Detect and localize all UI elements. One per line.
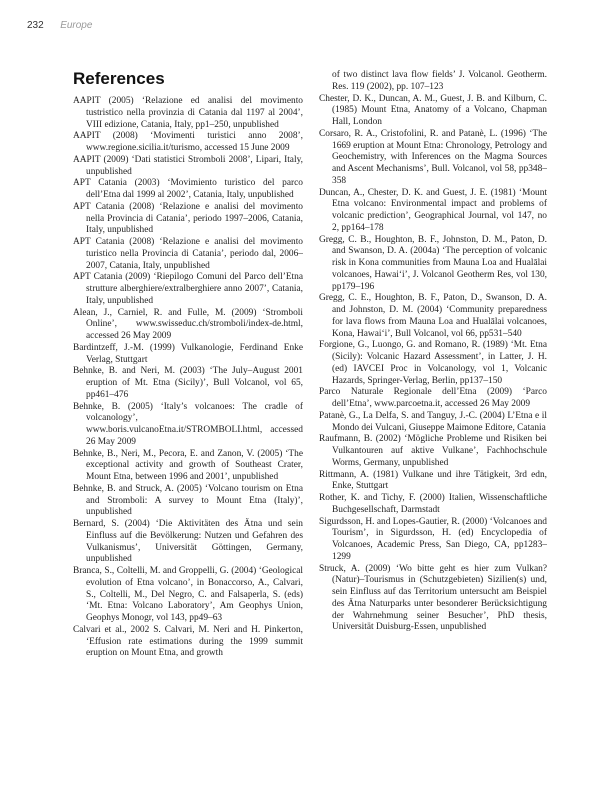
reference-entry: Raufmann, B. (2002) ‘Mögliche Probleme und Risiken bei Vulkantouren auf aktive Vulkane’, Fachhochschule Worms, Germany, unpublished [319, 434, 547, 468]
reference-entry: Patanè, G., La Delfa, S. and Tanguy, J.-C. (2004) L’Etna e il Mondo dei Vulcani, Giuseppe Maimone Editore, Catania [319, 410, 547, 433]
reference-entry: Alean, J., Carniel, R. and Fulle, M. (2009) ‘Stromboli Online’, www.swisseduc.ch/stromboli/index-de.html, accessed 26 May 2009 [73, 307, 303, 341]
reference-entry: Behnke, B., Neri, M., Pecora, E. and Zanon, V. (2005) ‘The exceptional activity and growth of Southeast Crater, Mount Etna, between 1996 and 2001’, unpublished [73, 448, 303, 482]
page-header [27, 20, 92, 32]
reference-entry: Struck, A. (2009) ‘Wo bitte geht es hier zum Vulkan? (Natur)–Tourismus in (Schutzgebieten) Sizilien(s) und, sein Einfluss auf das Territorium untersucht am Beispiel des Ätna Naturparks unter besonderer Berücksichtigung der Wahrnehmung seiner Besucher’, PhD thesis, Universität Duisburg-Essen, unpublished [319, 563, 547, 633]
reference-entry: Sigurdsson, H. and Lopes-Gautier, R. (2000) ‘Volcanoes and Tourism’, in Sigurdsson, H. (ed) Encyclopedia of Volcanoes, Academic Press, San Diego, CA, pp1283–1299 [319, 516, 547, 562]
reference-entry: APT Catania (2008) ‘Relazione e analisi del movimento nella Provincia di Catania’, periodo 1997–2006, Catania, Italy, unpublished [73, 201, 303, 236]
page-number: 232 [27, 20, 44, 31]
reference-entry: APT Catania (2003) ‘Movimiento turistico del parco dell’Etna dal 1999 al 2002’, Catania, Italy, unpublished [73, 178, 303, 200]
reference-entry: Branca, S., Coltelli, M. and Groppelli, G. (2004) ‘Geological evolution of Etna volcano’, in Bonaccorso, A., Calvari, S., Coltelli, M., Del Negro, C. and Falsaperla, S. (eds) ‘Mt. Etna: Volcano Laboratory’, Am Geophys Union, Geophys Monogr, vol 143, pp49–63 [73, 566, 303, 623]
reference-entry: Behnke, B. and Neri, M. (2003) ‘The July–August 2001 eruption of Mt. Etna (Sicily)’, Bull Volcanol, vol 65, pp461–476 [73, 366, 303, 400]
section-title: References [73, 69, 165, 88]
reference-entry: Rittmann, A. (1981) Vulkane und ihre Tätigkeit, 3rd edn, Enke, Stuttgart [319, 469, 547, 492]
reference-entry: Bernard, S. (2004) ‘Die Aktivitäten des Ätna und sein Einfluss auf die Bevölkerung: Nutzen und Gefahren des Vulkanismus’, Universität Göttingen, Germany, unpublished [73, 519, 303, 565]
reference-entry: AAPIT (2009) ‘Dati statistici Stromboli 2008’, Lipari, Italy, unpublished [73, 154, 303, 177]
reference-entry-continuation: of two distinct lava flow fields’ J. Volcanol. Geotherm. Res. 119 (2002), pp. 107–123 [332, 70, 547, 92]
running-head: Europe [60, 20, 93, 31]
references-left-column [73, 96, 303, 660]
reference-entry: Gregg, C. E., Houghton, B. F., Paton, D., Swanson, D. A. and Johnston, D. M. (2004) ‘Community preparedness for lava flows from Mauna Loa and Hualālai volcanoes, Kona, Hawai‘i’, Bull Volcanol, vol 66, pp531–540 [319, 293, 547, 339]
reference-entry: Gregg, C. B., Houghton, B. F., Johnston, D. M., Paton, D. and Swanson, D. A. (2004a) ‘The perception of volcanic risk in Kona communities from Mauna Loa and Hualālai volcanoes, Hawai‘i’, J. Volcanol Geotherm Res, vol 130, pp179–196 [319, 234, 547, 292]
reference-entry: Calvari et al., 2002 S. Calvari, M. Neri and H. Pinkerton, ‘Effusion rate estimations during the 1999 summit eruption on Mount Etna, and growth [73, 624, 303, 659]
reference-entry: APT Catania (2009) ‘Riepilogo Comuni del Parco dell’Etna strutture alberghiere/extralberghiere anno 2007’, Catania, Italy, unpublished [73, 272, 303, 306]
reference-entry: AAPIT (2008) ‘Movimenti turistici anno 2008’, www.regione.sicilia.it/turismo, accessed 15 June 2009 [73, 131, 303, 153]
reference-entry: APT Catania (2008) ‘Relazione e analisi del movimento turistico nella Provincia di Catania’, periodo dal, 2006–2007, Catania, Italy, unpublished [73, 237, 303, 271]
reference-entry: Rother, K. and Tichy, F. (2000) Italien, Wissenschaftliche Buchgesellschaft, Darmstadt [319, 493, 547, 515]
reference-entry: Parco Naturale Regionale dell’Etna (2009) ‘Parco dell’Etna’, www.parcoetna.it, accessed 26 May 2009 [319, 387, 547, 409]
reference-entry: Duncan, A., Chester, D. K. and Guest, J. E. (1981) ‘Mount Etna volcano: Environmental impact and problems of volcanic prediction’, Geographical Journal, vol 147, no 2, pp164–178 [319, 187, 547, 233]
references-right-column [319, 70, 547, 634]
reference-entry: Bardintzeff, J.-M. (1999) Vulkanologie, Ferdinand Enke Verlag, Stuttgart [73, 342, 303, 365]
reference-entry: Forgione, G., Luongo, G. and Romano, R. (1989) ‘Mt. Etna (Sicily): Volcanic Hazard Assessment’, in Latter, J. H. (ed) IAVCEI Proc in Volcanology, vol 1, Volcanic Hazards, Springer-Verlag, Berlin, pp137–150 [319, 340, 547, 386]
reference-entry: Chester, D. K., Duncan, A. M., Guest, J. B. and Kilburn, C. (1985) Mount Etna, Anatomy of a Volcano, Chapman Hall, London [319, 93, 547, 127]
reference-entry: Behnke, B. and Struck, A. (2005) ‘Volcano tourism on Etna and Stromboli: A survey to Mount Etna (Italy)’, unpublished [73, 483, 303, 518]
reference-entry: Behnke, B. (2005) ‘Italy’s volcanoes: The cradle of volcanology’, www.boris.vulcanoEtna.it/STROMBOLI.html, accessed 26 May 2009 [73, 401, 303, 447]
reference-entry: AAPIT (2005) ‘Relazione ed analisi del movimento tustristico nella provinzia di Catania dal 1197 al 2004’, VIII edizione, Catania, Italy, pp1–250, unpublished [73, 96, 303, 130]
reference-entry: Corsaro, R. A., Cristofolini, R. and Patanè, L. (1996) ‘The 1669 eruption at Mount Etna: Chronology, Petrology and Geochemistry, with Inferences on the Magma Sources and Ascent Mechanisms’, Bull. Volcanol, vol 58, pp348–358 [319, 128, 547, 186]
